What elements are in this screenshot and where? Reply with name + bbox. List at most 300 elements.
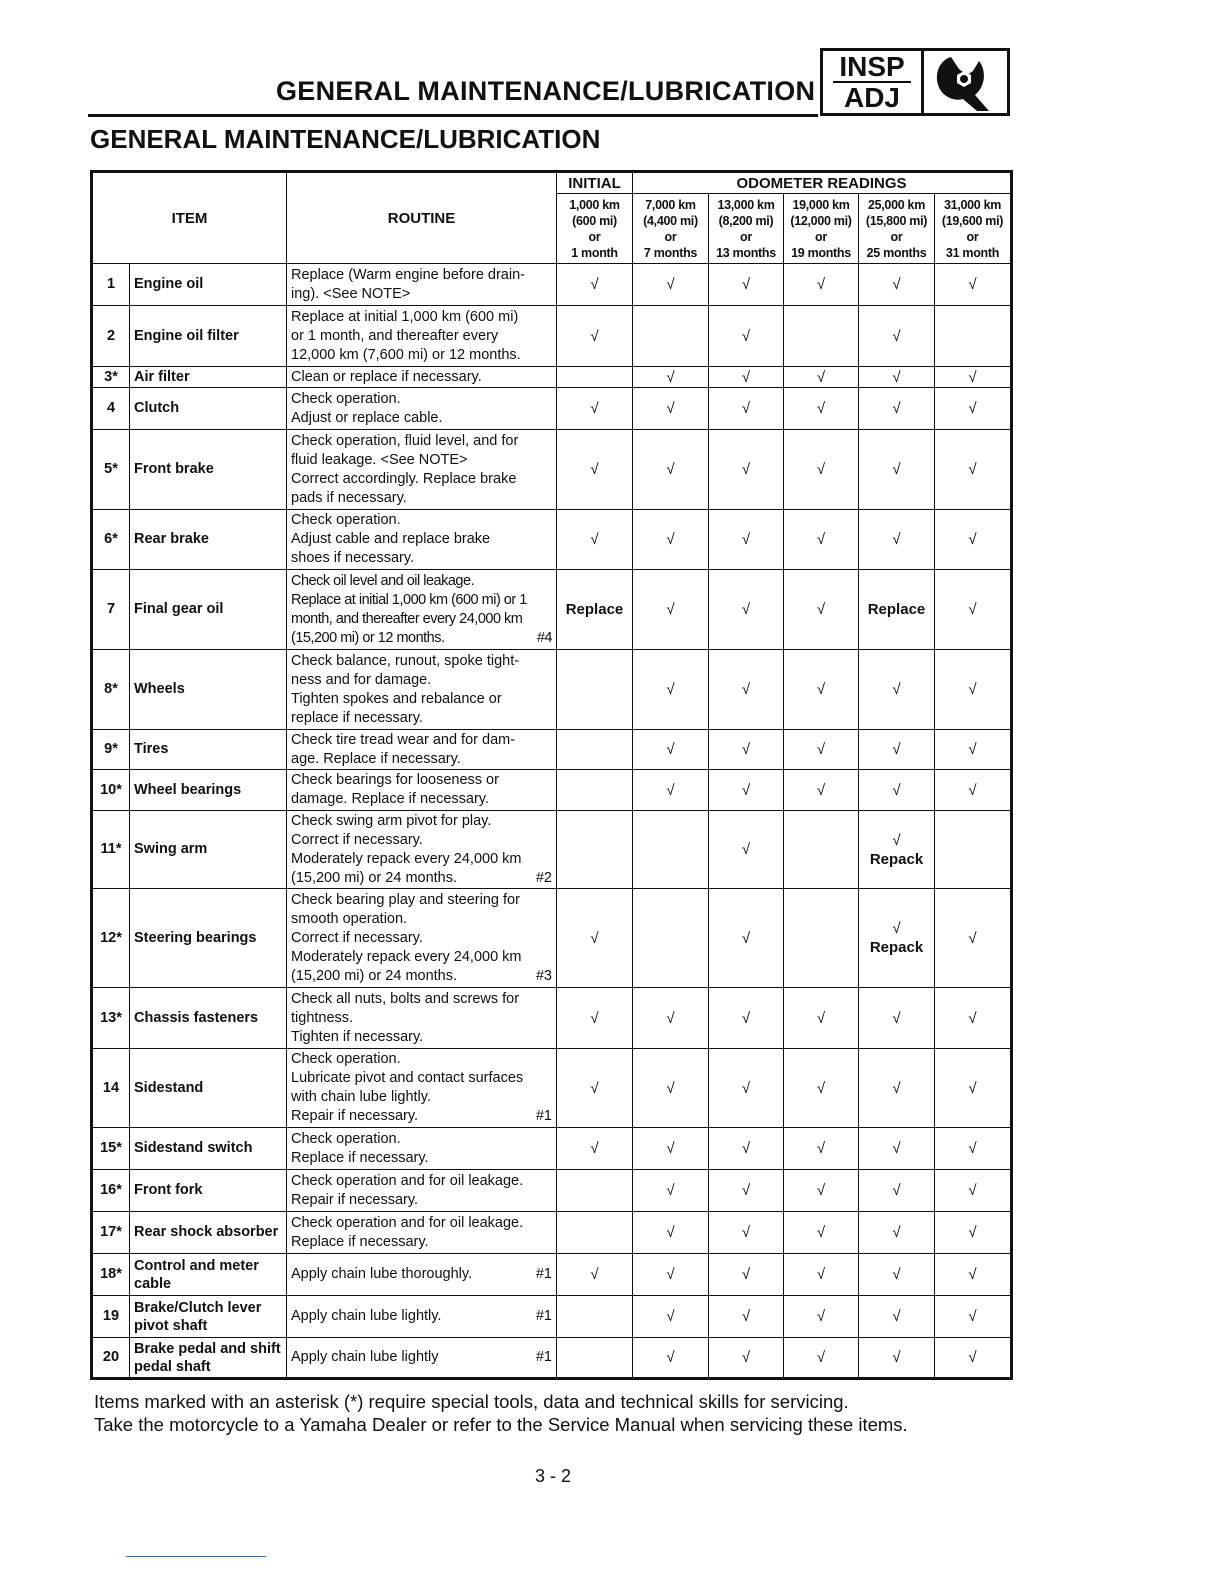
schedule-cell [557,770,633,811]
schedule-cell [784,811,859,889]
check-mark: √ [892,1079,901,1097]
schedule-cell [557,1049,633,1128]
routine-note-ref: #1 [535,1308,552,1324]
routine-text: (15,200 mi) or 12 months. [291,629,445,646]
badge-adj: ADJ [843,82,900,113]
routine-text: Apply chain lube lightly. [291,1308,442,1324]
schedule-cell [709,510,784,570]
routine-line: Check operation, fluid level, and for [291,432,519,449]
routine-line: damage. Replace if necessary. [291,791,490,807]
footer-line: Items marked with an asterisk (*) require special tools, data and technical skills for servicing. [94,1391,849,1412]
routine-line: Clean or replace if necessary. [291,368,482,385]
table-row [92,367,1012,388]
check-mark: √ [666,1349,675,1366]
routine-cell [287,1128,557,1170]
check-mark: √ [590,327,599,345]
schedule-cell [557,730,633,770]
row-number: 4 [92,388,130,430]
schedule-cell [709,1338,784,1379]
routine-cell [287,570,557,650]
routine-line: Check all nuts, bolts and screws for [291,990,520,1007]
interval-months: 13 months [716,245,776,260]
check-mark: √ [968,1349,977,1366]
routine-line: pads if necessary. [291,489,407,506]
check-mark: √ [741,1349,751,1366]
col-routine-header: ROUTINE [287,172,557,264]
schedule-cell [557,1254,633,1296]
routine-line: Correct if necessary. [291,831,423,848]
check-mark: √ [816,1182,826,1199]
item-name: Front brake [130,430,287,510]
schedule-cell [709,1212,784,1254]
schedule-cell [935,1128,1012,1170]
check-mark: √ [741,1140,751,1157]
check-mark: √ [816,781,826,799]
schedule-cell [709,306,784,367]
item-name: Front fork [130,1170,287,1212]
schedule-cell [709,988,784,1049]
schedule-cell [859,811,935,889]
repack-label: Repack [869,850,924,868]
check-mark: √ [666,781,675,799]
routine-line: smooth operation. [291,910,408,927]
routine-cell [287,430,557,510]
routine-line: Check operation and for oil leakage. [291,1172,524,1189]
schedule-cell [784,1128,859,1170]
schedule-cell [859,264,935,306]
col-initial-header: INITIAL [557,172,633,194]
routine-line: Check tire tread wear and for dam- [291,731,516,748]
schedule-cell [709,570,784,650]
col-item-header: ITEM [92,172,287,264]
interval-mi: (8,200 mi) [718,213,774,228]
schedule-cell [633,306,709,367]
schedule-cell [709,889,784,988]
schedule-cell [709,811,784,889]
check-mark: √ [892,741,901,758]
schedule-cell [784,570,859,650]
schedule-cell [784,1212,859,1254]
schedule-cell [935,306,1012,367]
schedule-cell [557,650,633,730]
check-mark: √ [666,741,675,758]
schedule-cell [557,1170,633,1212]
row-number: 2 [92,306,130,367]
check-mark: √ [741,681,751,698]
check-mark: √ [741,276,751,293]
schedule-cell [859,510,935,570]
check-mark: √ [666,1079,675,1097]
schedule-cell [709,1128,784,1170]
table-row [92,1296,1012,1338]
schedule-cell [935,988,1012,1049]
routine-line [291,1307,552,1326]
schedule-cell [859,770,935,811]
schedule-cell [557,988,633,1049]
schedule-cell [935,811,1012,889]
schedule-cell [784,730,859,770]
schedule-cell [859,570,935,650]
col-odometer-header: ODOMETER READINGS [633,172,1012,194]
routine-note-ref: #1 [535,1108,552,1124]
schedule-cell [784,430,859,510]
schedule-cell [633,430,709,510]
interval-mi: (15,800 mi) [865,213,928,228]
check-mark: √ [968,1140,977,1157]
schedule-cell [709,1296,784,1338]
check-mark: √ [816,681,826,698]
check-mark: √ [892,781,901,799]
check-mark: √ [968,1224,977,1241]
schedule-cell [859,650,935,730]
routine-cell [287,510,557,570]
schedule-cell [784,1170,859,1212]
routine-cell [287,811,557,889]
schedule-cell [784,510,859,570]
schedule-cell [709,1254,784,1296]
check-mark: √ [816,1079,826,1097]
routine-line: Correct if necessary. [291,929,423,946]
interval-km: 13,000 km [717,197,775,212]
routine-cell [287,1338,557,1379]
interval-or: or [890,229,903,244]
check-mark: √ [816,601,826,618]
routine-line: Replace if necessary. [291,1233,429,1250]
routine-cell [287,367,557,388]
schedule-cell [784,1254,859,1296]
table-row [92,264,1012,306]
schedule-cell [709,650,784,730]
schedule-cell [557,889,633,988]
item-name: Wheels [130,650,287,730]
interval-km: 1,000 km [569,197,620,212]
check-mark: √ [968,601,977,618]
interval-mi: (19,600 mi) [941,213,1004,228]
interval-mi: (4,400 mi) [643,213,698,228]
interval-or: or [588,229,601,244]
replace-label: Replace [565,601,624,618]
check-mark: √ [741,1266,751,1283]
check-mark: √ [590,929,599,947]
schedule-cell [557,1212,633,1254]
routine-note-ref: #3 [535,967,552,984]
check-mark: √ [666,1224,675,1241]
routine-line: Replace (Warm engine before drain- [291,266,525,283]
routine-line: Check bearings for looseness or [291,772,499,788]
routine-cell [287,1212,557,1254]
interval-header [709,194,784,264]
routine-line: or 1 month, and thereafter every [291,327,499,344]
schedule-cell [784,1049,859,1128]
check-mark: √ [892,1140,901,1157]
table-row [92,730,1012,770]
schedule-cell [784,306,859,367]
check-mark: √ [816,1349,826,1366]
row-number: 18* [92,1254,130,1296]
check-mark: √ [968,1009,977,1027]
check-mark: √ [816,1140,826,1157]
schedule-cell [557,811,633,889]
schedule-cell [557,510,633,570]
table-row [92,1212,1012,1254]
check-mark: √ [892,1182,901,1199]
schedule-cell [859,1170,935,1212]
schedule-cell [784,1338,859,1379]
check-mark: √ [968,1308,977,1325]
check-mark: √ [892,400,901,417]
row-number: 8* [92,650,130,730]
section-header-title: GENERAL MAINTENANCE/LUBRICATION [276,76,816,106]
schedule-cell [633,889,709,988]
routine-cell [287,988,557,1049]
page-number: 3 - 2 [535,1466,572,1486]
check-mark: √ [892,1224,901,1241]
check-mark: √ [892,1308,901,1325]
routine-cell [287,730,557,770]
check-mark: √ [590,400,599,417]
schedule-cell [935,367,1012,388]
check-mark: √ [816,368,826,386]
item-name: Sidestand switch [130,1128,287,1170]
table-row [92,889,1012,988]
row-number: 7 [92,570,130,650]
check-mark: √ [892,276,901,293]
check-mark: √ [590,531,599,548]
check-mark: √ [666,1182,675,1199]
routine-line: Moderately repack every 24,000 km [291,948,522,965]
routine-cell [287,388,557,430]
routine-line: Moderately repack every 24,000 km [291,850,522,867]
item-name: Tires [130,730,287,770]
item-name: Engine oil filter [130,306,287,367]
routine-line: Check operation and for oil leakage. [291,1214,524,1231]
row-number: 20 [92,1338,130,1379]
schedule-cell [935,730,1012,770]
table-row [92,1170,1012,1212]
schedule-cell [859,889,935,988]
routine-cell [287,1049,557,1128]
routine-line: Replace at initial 1,000 km (600 mi) [291,308,519,325]
wrench-nut-icon [924,51,1007,113]
schedule-cell [633,264,709,306]
routine-line: fluid leakage. <See NOTE> [291,451,468,468]
routine-line [291,869,552,888]
check-mark: √ [666,368,675,386]
routine-line [291,1107,552,1126]
row-number: 17* [92,1212,130,1254]
interval-header [784,194,859,264]
table-row [92,1338,1012,1379]
row-number: 11* [92,811,130,889]
schedule-cell [859,730,935,770]
schedule-cell [633,570,709,650]
interval-months: 31 month [945,245,1000,260]
routine-note-ref: #1 [535,1266,552,1282]
check-mark: √ [968,400,977,417]
interval-months: 7 months [643,245,698,260]
check-mark: √ [590,1009,599,1027]
schedule-cell [935,1338,1012,1379]
schedule-cell [935,510,1012,570]
interval-header [935,194,1012,264]
routine-cell [287,306,557,367]
interval-header [633,194,709,264]
schedule-cell [633,650,709,730]
check-mark: √ [968,461,977,478]
check-mark: √ [816,531,826,548]
table-row [92,388,1012,430]
check-mark: √ [741,741,751,758]
schedule-cell [859,388,935,430]
schedule-cell [935,1296,1012,1338]
check-mark: √ [741,781,751,799]
routine-line: Correct accordingly. Replace brake [291,470,517,487]
routine-line: Adjust cable and replace brake [291,531,491,547]
schedule-cell [557,570,633,650]
row-number: 1 [92,264,130,306]
routine-cell [287,889,557,988]
routine-line: replace if necessary. [291,709,423,726]
row-number: 14 [92,1049,130,1128]
routine-line: with chain lube lightly. [291,1089,431,1105]
schedule-cell [859,988,935,1049]
schedule-cell [633,770,709,811]
schedule-cell [633,1170,709,1212]
replace-label: Replace [867,601,926,618]
routine-line: ing). <See NOTE> [291,285,411,302]
routine-text: Apply chain lube lightly [291,1349,439,1365]
check-mark: √ [741,531,751,548]
check-mark: √ [968,741,977,758]
schedule-cell [633,1049,709,1128]
check-mark: √ [892,681,901,698]
routine-line: Check operation. [291,1051,401,1067]
schedule-cell [633,388,709,430]
schedule-cell [935,770,1012,811]
check-mark: √ [968,929,977,947]
check-mark: √ [666,531,675,548]
schedule-cell [784,388,859,430]
row-number: 5* [92,430,130,510]
row-number: 3* [92,367,130,388]
schedule-cell [709,264,784,306]
check-mark: √ [666,400,675,417]
schedule-cell [859,1338,935,1379]
interval-km: 25,000 km [867,197,926,212]
routine-line [291,967,552,986]
check-mark: √ [741,368,751,386]
routine-line: Lubricate pivot and contact surfaces [291,1070,524,1086]
schedule-cell [859,430,935,510]
check-mark: √ [968,276,977,293]
routine-line [291,1265,552,1284]
routine-line: Adjust or replace cable. [291,409,443,426]
schedule-cell [633,1128,709,1170]
footer-rule [126,1556,266,1557]
check-mark: √ [892,1349,901,1366]
check-mark: √ [892,461,901,478]
check-mark: √ [741,1308,751,1325]
schedule-cell [935,570,1012,650]
schedule-cell [859,1049,935,1128]
routine-cell [287,1170,557,1212]
schedule-cell [709,388,784,430]
header-rule [88,114,818,117]
check-mark: √ [816,276,826,293]
routine-cell [287,650,557,730]
interval-mi: (600 mi) [572,213,617,228]
schedule-cell [557,1296,633,1338]
check-mark: √ [666,1266,675,1283]
item-name: Final gear oil [130,570,287,650]
check-mark: √ [666,276,675,293]
row-number: 10* [92,770,130,811]
check-mark: √ [892,920,901,937]
table-row [92,650,1012,730]
routine-line: shoes if necessary. [291,550,415,566]
schedule-cell [709,1049,784,1128]
item-name: Control and meter cable [130,1254,287,1296]
routine-line: Tighten if necessary. [291,1028,424,1045]
routine-text: Repair if necessary. [291,1108,419,1124]
schedule-cell [557,306,633,367]
row-number: 9* [92,730,130,770]
schedule-cell [859,306,935,367]
footer-note [94,1390,908,1436]
routine-line: Check swing arm pivot for play. [291,812,492,829]
table-row [92,570,1012,650]
routine-cell [287,1254,557,1296]
schedule-cell [557,1128,633,1170]
routine-line: Check operation. [291,512,401,528]
schedule-cell [557,388,633,430]
schedule-cell [784,1296,859,1338]
item-name: Wheel bearings [130,770,287,811]
interval-months: 1 month [571,245,618,260]
routine-line: Check oil level and oil leakage. [291,572,475,589]
row-number: 6* [92,510,130,570]
check-mark: √ [741,400,751,417]
check-mark: √ [968,368,977,386]
routine-line: 12,000 km (7,600 mi) or 12 months. [291,346,521,363]
check-mark: √ [968,1266,977,1283]
routine-note-ref: #1 [535,1349,552,1365]
repack-label: Repack [869,939,924,956]
item-name: Air filter [130,367,287,388]
schedule-cell [633,811,709,889]
check-mark: √ [666,681,675,698]
check-mark: √ [741,1009,751,1027]
schedule-cell [859,1128,935,1170]
check-mark: √ [666,1009,675,1027]
schedule-cell [633,1296,709,1338]
row-number: 13* [92,988,130,1049]
table-row [92,1254,1012,1296]
check-mark: √ [968,781,977,799]
schedule-cell [935,388,1012,430]
check-mark: √ [590,461,599,478]
check-mark: √ [892,1009,901,1027]
check-mark: √ [741,841,751,858]
row-number: 12* [92,889,130,988]
interval-months: 19 months [791,245,851,260]
item-name: Clutch [130,388,287,430]
schedule-cell [859,1296,935,1338]
check-mark: √ [741,1224,751,1241]
schedule-cell [784,988,859,1049]
schedule-cell [557,1338,633,1379]
item-name: Chassis fasteners [130,988,287,1049]
